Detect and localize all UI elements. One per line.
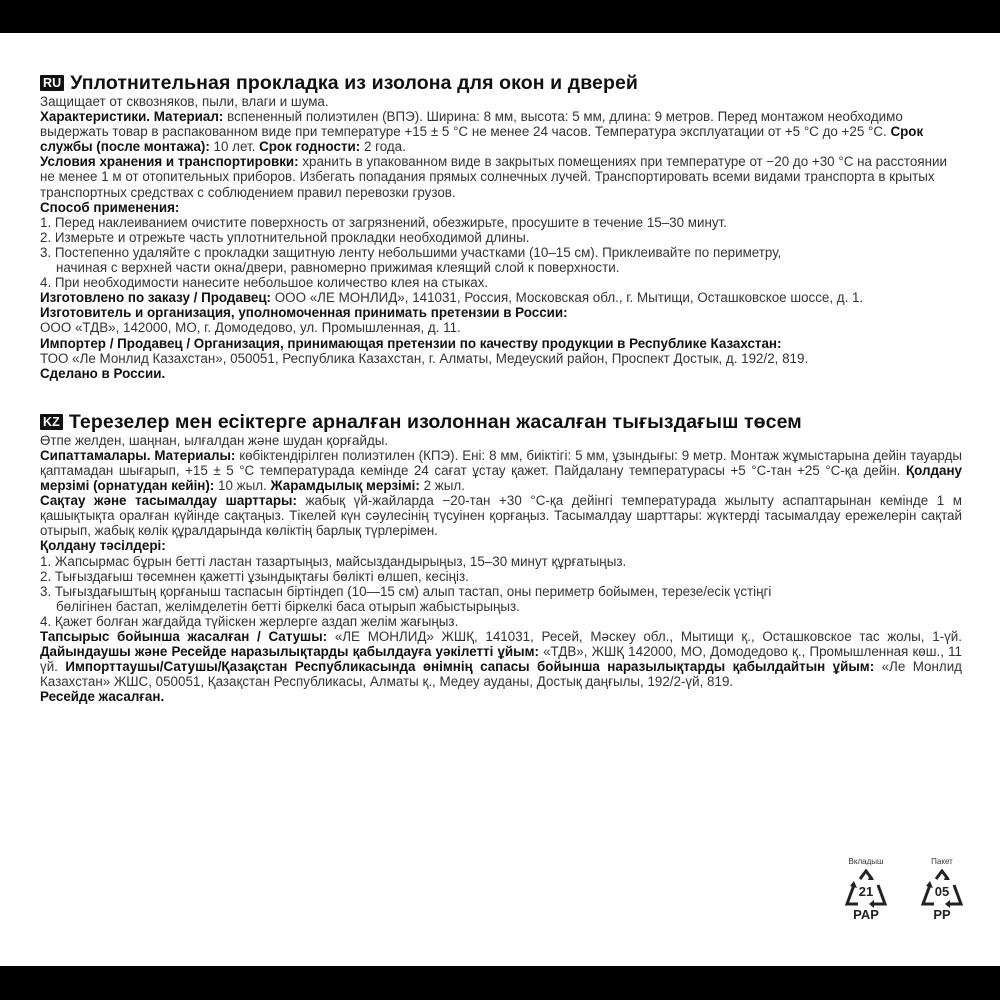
ru-importer-text: ТОО «Ле Монлид Казахстан», 050051, Республика Казахстан, г. Алматы, Медеуский район, Проспект Достык, д. 192/2, 819. bbox=[40, 350, 809, 366]
ru-importer-label bbox=[40, 336, 962, 351]
kz-characteristics bbox=[40, 448, 962, 493]
kz-origin-text: Ресейде жасалған. bbox=[40, 689, 165, 705]
recycle-triangle-icon bbox=[844, 869, 888, 909]
recycle-code: PP bbox=[933, 907, 951, 922]
recycle-symbol-pp bbox=[914, 857, 970, 922]
ru-title: Уплотнительная прокладка из изолона для окон и дверей bbox=[70, 72, 639, 94]
kz-heading bbox=[40, 411, 962, 433]
recycle-number: 21 bbox=[858, 884, 874, 899]
ru-usage-label: Способ применения: bbox=[40, 199, 180, 215]
kz-importer-label: Импорттаушы/Сатушы/Қазақстан Республикасында өнімнің сапасы бойынша наразылықтарды қабылдайтын ұйым: bbox=[65, 659, 875, 675]
ru-shelf-label: Срок годности: bbox=[259, 139, 361, 155]
ru-storage-label: Условия хранения и транспортировки: bbox=[40, 154, 299, 170]
ru-seller-text: ООО «ЛЕ МОНЛИД», 141031, Россия, Московская обл., г. Мытищи, Осташковское шоссе, д. 1. bbox=[271, 290, 864, 306]
section-kz bbox=[40, 411, 962, 705]
recycle-symbol-pap bbox=[838, 857, 894, 922]
kz-seller-label: Тапсырыс бойынша жасалған / Сатушы: bbox=[40, 629, 328, 644]
ru-maker-label bbox=[40, 305, 962, 320]
top-black-bar bbox=[0, 0, 1000, 33]
kz-origin bbox=[40, 689, 962, 704]
kz-service-label: Қолдану мерзімі (орнатудан кейін): bbox=[40, 462, 962, 494]
ru-usage-heading bbox=[40, 200, 962, 215]
ru-maker-label-text: Изготовитель и организация, уполномоченная принимать претензии в России: bbox=[40, 305, 568, 321]
ru-characteristics bbox=[40, 109, 962, 154]
ru-heading bbox=[40, 72, 962, 94]
label-text bbox=[40, 72, 962, 704]
recycling-symbols bbox=[838, 857, 970, 922]
ru-char-text: вспененный полиэтилен (ВПЭ). Ширина: 8 мм, высота: 5 мм, длина: 9 метров. Перед монтажом необходимо выдержать товар в распакованном виде при температуре +15 ± 5 °С не менее 24 часов. Температура эксплуатации от +5 °С до +25 °С. bbox=[40, 109, 903, 140]
recycle-caption: Вкладыш bbox=[848, 857, 884, 866]
ru-shelf-text: 2 года. bbox=[360, 139, 406, 155]
kz-legal bbox=[40, 629, 962, 689]
recycle-code: PAP bbox=[853, 907, 879, 922]
kz-storage-text: жабық үй-жайларда −20-тан +30 °С-қа дейінгі температурада жылыту аспаптарынан кемінде 1 м қашықтықта оралған күйінде сақтаңыз. Тікелей күн сәулесінің түсуінен қорғаңыз. Тасымалдау шарттары: жүктерді тасымалдау ережелерін сақтай отырып, жабық көлік құралдарында көліктің барлық түрлерімен. bbox=[40, 493, 962, 539]
kz-language-badge: KZ bbox=[40, 414, 63, 430]
ru-step-3: 3. Постепенно удаляйте с прокладки защитную ленту небольшими участками (10–15 см). Приклеивайте по периметру, bbox=[40, 244, 782, 260]
kz-step-4: 4. Қажет болған жағдайда түйіскен жерлерге аздап желім жағыңыз. bbox=[40, 613, 459, 629]
ru-maker-text: ООО «ТДВ», 142000, МО, г. Домодедово, ул. Промышленная, д. 11. bbox=[40, 320, 461, 336]
kz-maker-label: Дайындаушы және Ресейде наразылықтарды қабылдауға уәкілетті ұйым: bbox=[40, 644, 539, 660]
kz-storage bbox=[40, 493, 962, 538]
ru-step-4: 4. При необходимости нанесите небольшое количество клея на стыках. bbox=[40, 275, 489, 291]
ru-char-label: Характеристики. Материал: bbox=[40, 109, 224, 125]
kz-subtitle: Өтпе желден, шаңнан, ылғалдан және шудан қорғайды. bbox=[40, 432, 389, 448]
ru-storage-text: хранить в упакованном виде в закрытых помещениях при температуре от −20 до +30 °С на расстоянии не менее 1 м от отопительных приборов. Избегать попадания прямых солнечных лучей. Транспортировать всеми видами транспорта в крытых транспортных средствах с соблюдением правил перевозки грузов. bbox=[40, 154, 947, 200]
ru-origin-text: Сделано в России. bbox=[40, 365, 166, 381]
kz-usage-label: Қолдану тәсілдері: bbox=[40, 538, 166, 554]
kz-step-3: 3. Тығыздағыштың қорғаныш таспасын біртіндеп (10—15 см) алып тастап, оны периметр бойымен, терезе/есік үстіңгі bbox=[40, 583, 772, 599]
ru-step-2: 2. Измерьте и отрежьте часть уплотнительной прокладки необходимой длины. bbox=[40, 229, 530, 245]
kz-storage-label: Сақтау және тасымалдау шарттары: bbox=[40, 493, 297, 509]
kz-title: Терезелер мен есіктерге арналған изолоннан жасалған тығыздағыш төсем bbox=[68, 410, 802, 433]
ru-importer-label-text: Импортер / Продавец / Организация, принимающая претензии по качеству продукции в Республике Казахстан: bbox=[40, 335, 782, 351]
section-ru bbox=[40, 72, 962, 381]
ru-step-3-cont: начиная с верхней части окна/двери, равномерно прижимая клеящий слой к поверхности. bbox=[56, 260, 620, 276]
recycle-caption: Пакет bbox=[931, 857, 953, 866]
kz-maker-text: «ТДВ», ЖШҚ 142000, МО, Домодедово қ., Промышленная көш., 11 үй. bbox=[40, 644, 962, 675]
recycle-triangle-icon bbox=[920, 869, 964, 909]
kz-service-text: 10 жыл. bbox=[214, 478, 271, 494]
kz-char-label: Сипаттамалары. Материалы: bbox=[40, 447, 236, 463]
kz-usage-heading bbox=[40, 538, 962, 553]
ru-step-1: 1. Перед наклеиванием очистите поверхность от загрязнений, обезжирьте, просушите в течение 15–30 минут. bbox=[40, 214, 727, 230]
ru-service-text: 10 лет. bbox=[209, 139, 260, 155]
kz-shelf-label: Жарамдылық мерзімі: bbox=[270, 478, 420, 494]
ru-seller-label: Изготовлено по заказу / Продавец: bbox=[40, 290, 272, 306]
kz-step-2: 2. Тығыздағыш төсемнен қажетті ұзындықтағы бөлікті өлшеп, кесіңіз. bbox=[40, 568, 469, 584]
recycle-number: 05 bbox=[934, 884, 950, 899]
kz-importer-text: «Ле Монлид Казахстан» ЖШС, 050051, Қазақстан Республикасы, Алматы қ., Медеу ауданы, Достық даңғылы, 192/2-үй, 819. bbox=[40, 659, 962, 690]
bottom-black-bar bbox=[0, 966, 1000, 1000]
kz-seller-text: «ЛЕ МОНЛИД» ЖШҚ, 141031, Ресей, Мәскеу обл., Мытищи қ., Осташковское тас жолы, 1-үй. bbox=[327, 629, 962, 644]
kz-step-3-cont: бөлігінен бастап, желімделетін бетті біркелкі баса отырып жабыстырыңыз. bbox=[56, 598, 520, 614]
kz-char-text: көбіктендірілген полиэтилен (КПЭ). Ені: 8 мм, биіктігі: 5 мм, ұзындығы: 9 метр. Монтаж жұмыстарына дейін тауарды қаптамадан шығарып, +15 ± 5 °С температурада кемінде 24 сағат ұстау қажет. Пайдалану температурасы +5 °С-тан +25 °С-қа дейін. bbox=[40, 447, 963, 478]
ru-storage bbox=[40, 154, 962, 199]
ru-service-label: Срок службы (после монтажа): bbox=[40, 124, 924, 155]
ru-seller bbox=[40, 290, 962, 305]
ru-language-badge: RU bbox=[40, 75, 64, 91]
kz-step-1: 1. Жапсырмас бұрын бетті ластан тазартыңыз, майсыздандырыңыз, 15–30 минут құрғатыңыз. bbox=[40, 553, 627, 569]
ru-origin bbox=[40, 366, 962, 381]
kz-shelf-text: 2 жыл. bbox=[419, 478, 465, 494]
ru-subtitle: Защищает от сквозняков, пыли, влаги и шума. bbox=[40, 94, 329, 109]
